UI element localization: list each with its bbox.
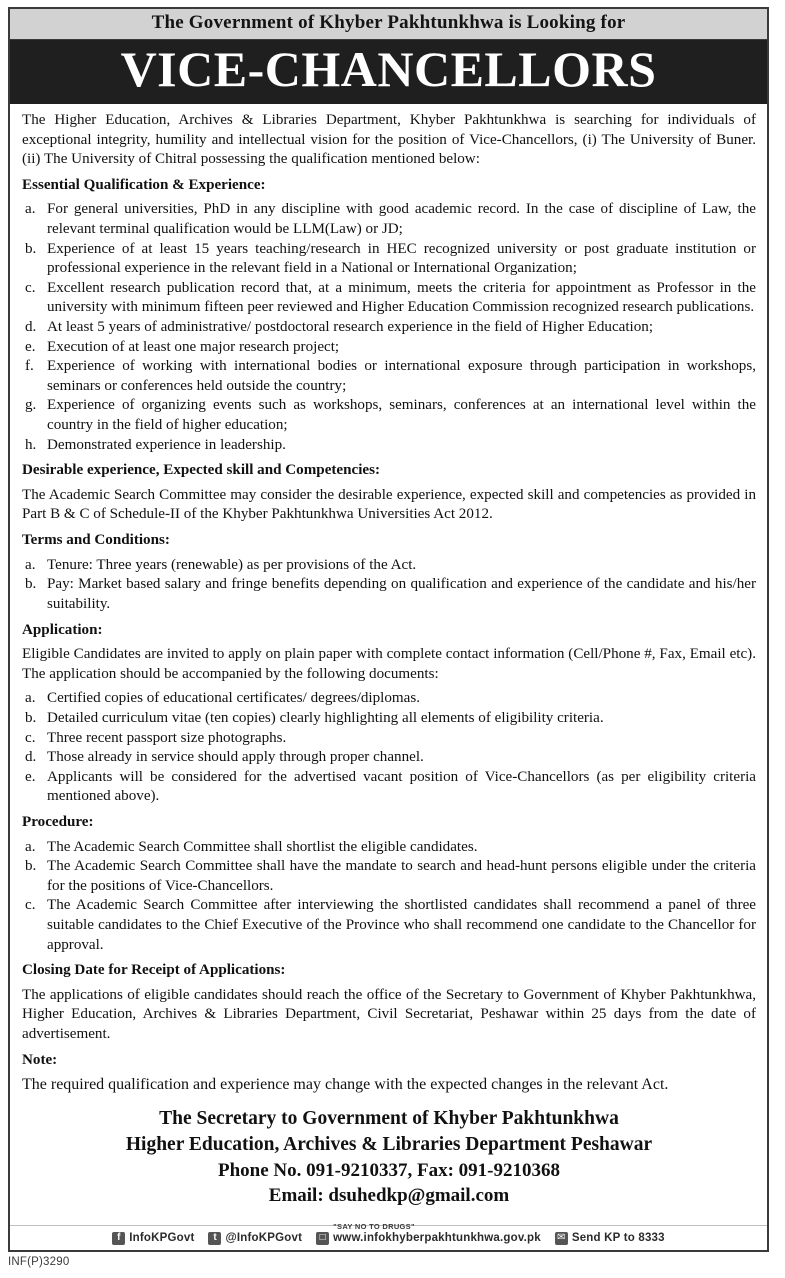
list-marker: b. [25, 240, 37, 257]
list-text: Experience of working with international bodies or international exposure through participation in workshops, seminars or conferences held outside the country; [47, 358, 756, 394]
list-item [22, 857, 756, 896]
terms-heading: Terms and Conditions: [22, 532, 170, 549]
procedure-list [22, 838, 756, 956]
note-paragraph: The required qualification and experience may change with the expected changes in the relevant Act. [22, 1076, 669, 1094]
list-text: Experience of at least 15 years teaching/research in HEC recognized university or post graduate institution or professional experience in the relevant field in a National or International Organization; [47, 240, 756, 277]
header-eyebrow-text: The Government of Khyber Pakhtunkhwa is Looking for [151, 12, 626, 33]
list-item [22, 729, 756, 749]
website-label: www.infokhyberpakhtunkhwa.gov.pk [333, 1232, 541, 1244]
twitter-icon: t [208, 1232, 221, 1245]
header-eyebrow-band [10, 9, 767, 40]
list-marker: d. [25, 749, 37, 766]
list-item [22, 556, 756, 576]
list-text: Experience of organizing events such as workshops, seminars, conferences at an international level within the country in the field of higher education; [47, 397, 756, 434]
page-title: VICE-CHANCELLORS [120, 40, 657, 97]
sms-label: Send KP to 8333 [571, 1232, 665, 1244]
reference-code: INF(P)3290 [8, 1256, 70, 1268]
list-item [22, 240, 756, 279]
list-marker: d. [25, 318, 37, 335]
list-item [22, 200, 756, 239]
intro-paragraph: The Higher Education, Archives & Libraries Department, Khyber Pakhtunkhwa is searching for individuals of exceptional integrity, humility and intellectual vision for the position of Vice-Chancellors, (i) The University of Buner. (ii) The University of Chitral possessing the qualification mentioned below: [22, 111, 756, 168]
list-marker: e. [25, 768, 36, 785]
list-marker: a. [25, 201, 36, 218]
list-item [22, 689, 756, 709]
list-marker: c. [25, 279, 36, 296]
twitter-link[interactable] [208, 1232, 302, 1245]
desirable-heading: Desirable experience, Expected skill and Competencies: [22, 462, 381, 479]
signature-authority: The Secretary to Government of Khyber Pakhtunkhwa [159, 1108, 619, 1130]
terms-list [22, 556, 756, 615]
list-item [22, 318, 756, 338]
list-text: The Academic Search Committee shall shortlist the eligible candidates. [47, 838, 478, 855]
essential-heading: Essential Qualification & Experience: [22, 176, 266, 193]
list-marker: a. [25, 838, 36, 855]
list-item [22, 709, 756, 729]
desirable-paragraph: The Academic Search Committee may consider the desirable experience, expected skill and competencies as provided in Part B & C of Schedule-II of the Khyber Pakhtunkhwa Universities Act 2012. [22, 486, 756, 523]
list-text: The Academic Search Committee after interviewing the shortlisted candidates shall recommend a panel of three suitable candidates to the Chief Executive of the Province who shall recommend one candidate to the Chancellor for approval. [47, 897, 756, 953]
signature-email: Email: dsuhedkp@gmail.com [268, 1185, 510, 1207]
website-link[interactable] [316, 1221, 541, 1245]
application-heading: Application: [22, 621, 103, 638]
signature-phone-fax: Phone No. 091-9210337, Fax: 091-9210368 [218, 1159, 560, 1181]
closing-date-paragraph: The applications of eligible candidates should reach the office of the Secretary to Government of Khyber Pakhtunkhwa, Higher Education, Archives & Libraries Department, Civil Secretariat, Peshawar within 25 days from the date of advertisement. [22, 986, 756, 1043]
twitter-label: @InfoKPGovt [225, 1232, 303, 1244]
list-item [22, 279, 756, 318]
application-paragraph: Eligible Candidates are invited to apply on plain paper with complete contact information (Cell/Phone #, Fax, Email etc). The application should be accompanied by the following documents: [22, 646, 756, 682]
list-text: Applicants will be considered for the advertised vacant position of Vice-Chancellors (as per eligibility criteria mentioned above). [47, 768, 756, 805]
list-item [22, 575, 756, 614]
list-text: The Academic Search Committee shall have the mandate to search and head-hunt persons eligible under the criteria for the positions of Vice-Chancellors. [47, 858, 756, 894]
list-item [22, 436, 756, 456]
procedure-heading: Procedure: [22, 814, 94, 830]
header-title-band [10, 40, 767, 104]
envelope-icon: ✉ [555, 1232, 568, 1245]
list-marker: g. [25, 397, 37, 414]
list-text: Execution of at least one major research project; [47, 338, 340, 355]
application-list [22, 689, 756, 807]
website-icon: □ [316, 1232, 329, 1245]
signature-block [22, 1106, 756, 1212]
list-item [22, 748, 756, 768]
list-text: Pay: Market based salary and fringe benefits depending on qualification and experience of the candidate and his/her suitability. [47, 576, 756, 612]
list-marker: h. [25, 436, 37, 453]
list-marker: f. [25, 358, 34, 375]
list-marker: a. [25, 690, 36, 707]
list-text: Excellent research publication record that, at a minimum, meets the criteria for appointment as Professor in the university with minimum fifteen peer reviewed and Higher Education Commission recognized research publications. [47, 279, 756, 316]
note-heading: Note: [22, 1051, 58, 1068]
list-item [22, 357, 756, 396]
list-marker: e. [25, 338, 36, 355]
closing-date-heading: Closing Date for Receipt of Applications: [22, 962, 286, 979]
list-marker: b. [25, 576, 37, 593]
list-text: Demonstrated experience in leadership. [47, 436, 286, 453]
list-text: Those already in service should apply through proper channel. [47, 749, 424, 766]
list-item [22, 338, 756, 358]
facebook-link[interactable] [112, 1232, 194, 1245]
list-text: At least 5 years of administrative/ postdoctoral research experience in the field of Higher Education; [47, 318, 654, 335]
list-marker: a. [25, 556, 36, 573]
advertisement-frame [8, 7, 769, 1252]
sms-info[interactable] [555, 1232, 665, 1245]
say-no-to-drugs-tagline: "SAY NO TO DRUGS" [333, 1221, 415, 1231]
list-item [22, 896, 756, 955]
social-media-bar [10, 1221, 767, 1250]
list-text: Three recent passport size photographs. [47, 729, 287, 746]
facebook-label: InfoKPGovt [129, 1232, 195, 1244]
list-item [22, 838, 756, 858]
list-marker: c. [25, 897, 36, 914]
list-text: Tenure: Three years (renewable) as per provisions of the Act. [47, 556, 417, 573]
list-marker: c. [25, 729, 36, 746]
signature-department: Higher Education, Archives & Libraries Department Peshawar [125, 1134, 653, 1156]
list-text: Certified copies of educational certificates/ degrees/diplomas. [47, 690, 421, 707]
facebook-icon: f [112, 1232, 125, 1245]
list-text: Detailed curriculum vitae (ten copies) clearly highlighting all elements of eligibility criteria. [47, 709, 604, 726]
list-item [22, 768, 756, 807]
list-marker: b. [25, 709, 37, 726]
essential-list [22, 200, 756, 455]
list-text: For general universities, PhD in any discipline with good academic record. In the case of discipline of Law, the relevant terminal qualification would be LLM(Law) or JD; [47, 201, 756, 237]
list-item [22, 396, 756, 435]
list-marker: b. [25, 858, 37, 875]
advertisement-body [10, 104, 767, 1213]
